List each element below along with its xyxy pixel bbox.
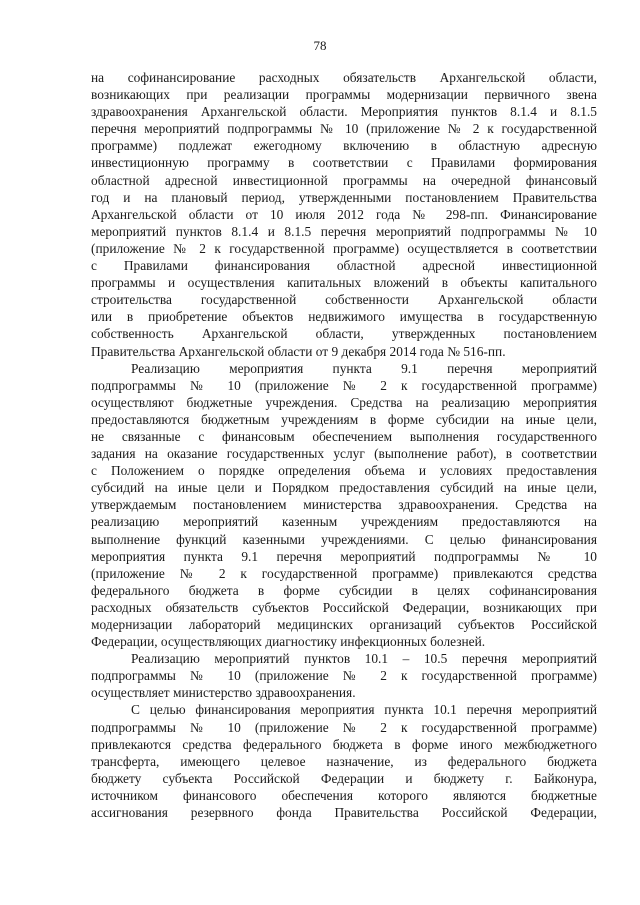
paragraph <box>91 701 597 821</box>
text-line: или в приобретение объектов недвижимого имущества в государственную <box>91 309 597 325</box>
text-line: перечня мероприятий подпрограммы № 10 (приложение № 2 к государственной <box>91 121 597 137</box>
text-line: источником финансового обеспечения которого являются бюджетные <box>91 787 597 803</box>
text-line: областной адресной инвестиционной программы на очередной финансовый <box>91 172 597 188</box>
text-line: осуществляет министерство здравоохранения. <box>91 685 356 701</box>
text-line: федерального бюджета в форме субсидии в целях софинансирования <box>91 582 597 598</box>
text-line: здравоохранения Архангельской области. Мероприятия пунктов 8.1.4 и 8.1.5 <box>91 104 597 120</box>
paragraph <box>91 69 597 360</box>
text-line: Федерации, осуществляющих диагностику инфекционных болезней. <box>91 634 486 650</box>
text-line: программе) подлежат ежегодному включению в областную адресную <box>91 138 597 154</box>
text-line: С целью финансирования мероприятия пункта 10.1 перечня мероприятий <box>131 702 597 718</box>
text-line: утверждаемым постановлением министерства здравоохранения. Средства на <box>91 497 597 513</box>
text-line: выполнение функций казенными учреждениями. С целью финансирования <box>91 531 597 547</box>
text-line: осуществляют бюджетные учреждения. Средства на реализацию мероприятия <box>91 394 597 410</box>
text-line: программы и осуществления капитальных вложений в объекты капитального <box>91 275 597 291</box>
text-line: Правительства Архангельской области от 9 декабря 2014 года № 516-пп. <box>91 343 506 359</box>
text-line: Реализацию мероприятия пункта 9.1 перечня мероприятий <box>131 360 597 376</box>
text-line: задания на оказание государственных услуг (выполнение работ), в соответствии <box>91 446 597 462</box>
text-line: мероприятия пункта 9.1 перечня мероприятий подпрограммы № 10 <box>91 548 597 564</box>
text-line: с Положением о порядке определения объема и условиях предоставления <box>91 463 597 479</box>
text-line: год и на плановый период, утвержденными постановлением Правительства <box>91 189 597 205</box>
text-line: реализацию мероприятий казенным учреждениям предоставляются на <box>91 514 597 530</box>
page-number: 78 <box>313 38 327 53</box>
paragraph <box>91 650 597 701</box>
text-line: ассигнования резервного фонда Правительства Российской Федерации, <box>91 805 597 821</box>
text-line: подпрограммы № 10 (приложение № 2 к государственной программе) <box>91 719 597 735</box>
text-line: возникающих при реализации программы модернизации первичного звена <box>91 87 597 103</box>
text-line: строительства государственной собственности Архангельской области <box>91 292 597 308</box>
text-line: (приложение № 2 к государственной программе) привлекаются средства <box>91 565 597 581</box>
text-line: подпрограммы № 10 (приложение № 2 к государственной программе) <box>91 668 597 684</box>
text-line: на софинансирование расходных обязательств Архангельской области, <box>91 70 597 85</box>
text-line: бюджету субъекта Российской Федерации и бюджету г. Байконура, <box>91 770 597 786</box>
text-line: не связанные с финансовым обеспечением выполнения государственного <box>91 428 597 444</box>
text-line: с Правилами финансирования областной адресной инвестиционной <box>91 258 597 274</box>
text-line: модернизации лабораторий медицинских организаций субъектов Российской <box>91 617 597 632</box>
text-line: Архангельской области от 10 июля 2012 года № 298-пп. Финансирование <box>91 206 597 222</box>
text-line: инвестиционную программу в соответствии с Правилами формирования <box>91 155 597 171</box>
paragraph <box>91 360 597 651</box>
text-line: подпрограммы № 10 (приложение № 2 к государственной программе) <box>91 377 597 393</box>
text-line: предоставляются бюджетным учреждениям в форме субсидии на иные цели, <box>91 411 597 427</box>
text-line: привлекаются средства федерального бюджета в форме иного межбюджетного <box>91 736 597 752</box>
text-line: (приложение № 2 к государственной программе) осуществляется в соответствии <box>91 240 597 256</box>
body-text <box>91 69 597 821</box>
text-line: субсидий на иные цели и Порядком предоставления субсидий на иные цели, <box>91 480 597 496</box>
text-line: собственность Архангельской области, утвержденных постановлением <box>91 326 597 342</box>
text-line: трансферта, имеющего целевое назначение, из федерального бюджета <box>91 753 597 769</box>
text-line: расходных обязательств субъектов Российской Федерации, возникающих при <box>91 599 597 615</box>
text-line: мероприятий пунктов 8.1.4 и 8.1.5 перечня мероприятий подпрограммы № 10 <box>91 223 597 239</box>
text-line: Реализацию мероприятий пунктов 10.1 – 10.5 перечня мероприятий <box>131 651 597 667</box>
